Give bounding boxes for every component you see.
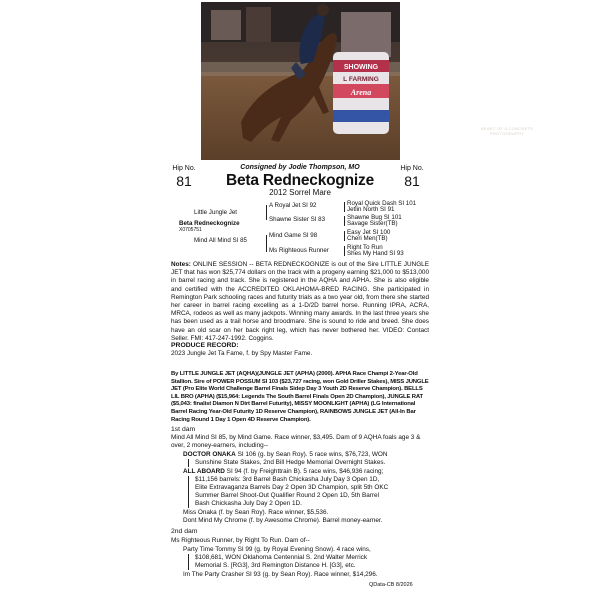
first-dam-heading: 1st dam bbox=[171, 426, 196, 433]
hip-label: Hip No. bbox=[172, 165, 196, 172]
second-dam-line-4: Im The Party Crasher SI 93 (g. by Sean Roy). Race winner, $14,296. bbox=[183, 571, 378, 578]
notes-paragraph bbox=[171, 261, 429, 343]
ped-sds: Shawne Bug SI 101 bbox=[347, 214, 402, 221]
foal-2-text: SI 94 (f. by Freighttrain B). 5 race wins, $46,936 racing; bbox=[224, 468, 384, 475]
ped-bracket bbox=[266, 235, 267, 252]
ped-bracket bbox=[344, 246, 345, 256]
foal-1-line2: Sunshine State Stakes, 2nd Bill Hedge Memorial Overnight Stakes. bbox=[195, 459, 386, 466]
ped-dds: Right To Run bbox=[347, 244, 383, 251]
ped-dam: Mind All Mind SI 85 bbox=[194, 237, 247, 244]
barrel-text-3: Arena bbox=[350, 88, 372, 97]
footer-code: QData-CB 8/2026 bbox=[369, 582, 413, 588]
photo-credit: HEART OF A CONCRETE PHOTOGRAPHY bbox=[480, 126, 534, 136]
ped-bracket bbox=[344, 231, 345, 241]
sire-paragraph: By LITTLE JUNGLE JET (AQHA)(JUNGLE JET (APHA) (2000). APHA Race Champi 2-Year-Old Stallion. Sire of POWER POSSUM SI 103 ($23,727 racing, won Gold Driller Stakes), MISS JUNGLE JET (Pro Elite World Challenge Barrel Finals Sidep Day 3 Youth 2D Reserve Champion). BELLS LIL BRO (APHA) ($15,964: Legends The South Barrel Finals Open 2D Champion), JUNGLE RAT ($5,043: finalist Diamon N Dirt Barrel Futurity), MISSY MOONLIGHT (APHA) (LG International Barrel Racing Year-Old Futurity 1D Reserve Champion), RAINBOWS JUNGLE JET (All-In Bar Racing Round 1 Day 1 Open 4D Reserve Champion). bbox=[171, 371, 429, 423]
second-dam-line-3: Memorial S. [RG3], 3rd Remington Distance H. [G3], etc. bbox=[195, 562, 356, 569]
hip-num: 81 bbox=[404, 173, 420, 189]
photo-illustration bbox=[201, 2, 400, 160]
barrel-text-2: L FARMING bbox=[343, 76, 379, 83]
ped-ddd: Shes My Hand SI 93 bbox=[347, 250, 404, 257]
first-dam-intro: Mind All Mind SI 85, by Mind Game. Race winner, $3,495. Dam of 9 AQHA foals age 3 & over, 2 money-earners, including-- bbox=[171, 434, 421, 450]
indent-bar bbox=[188, 554, 189, 570]
second-dam-heading: 2nd dam bbox=[171, 528, 198, 535]
barrel-icon bbox=[333, 52, 389, 134]
ped-horse: Beta Redneckognize bbox=[179, 220, 240, 227]
foal-1-name: DOCTOR ONAKA bbox=[183, 451, 236, 458]
second-dam-line-1: Party Time Tommy SI 99 (g. by Royal Evening Snow). 4 race wins, bbox=[183, 546, 371, 553]
ped-dss: Easy Jet SI 100 bbox=[347, 229, 391, 236]
ped-bracket bbox=[344, 202, 345, 212]
ped-dsd: Cheri Men(TB) bbox=[347, 235, 388, 242]
ped-sire: Little Jungle Jet bbox=[194, 209, 237, 216]
foal-2-name: ALL ABOARD bbox=[183, 468, 225, 475]
ped-ds: Mind Game SI 98 bbox=[269, 232, 318, 239]
barrel-racing-photo bbox=[201, 2, 534, 160]
notes-label: Notes: bbox=[171, 261, 191, 268]
consignor-line: Consigned by Jodie Thompson, MO bbox=[240, 164, 360, 171]
foal-2-line3: Elite Extravaganza Barrels Day 2 Open 3D Champion, split 5th OKC bbox=[195, 484, 389, 491]
foal-4: Dont Mind My Chrome (f. by Awesome Chrome). Barrel money-earner. bbox=[183, 517, 383, 524]
indent-bar bbox=[188, 476, 189, 508]
foal-1 bbox=[183, 451, 387, 459]
foal-2-line5: Bash Chickasha July Day 2 Open 1D. bbox=[195, 500, 302, 507]
ped-sdd: Savage Sister(TB) bbox=[347, 220, 398, 227]
second-dam-line-2: $108,681, WON Oklahoma Centennial S. 2nd Walter Merrick bbox=[195, 554, 368, 561]
ped-reg: X0705751 bbox=[179, 227, 202, 233]
ped-ss: A Royal Jet SI 92 bbox=[269, 202, 317, 209]
ped-ssd: Jetlin North SI 91 bbox=[347, 206, 395, 213]
barrel-text-1: SHOWING bbox=[343, 64, 379, 71]
indent-bar bbox=[188, 459, 189, 467]
hip-label: Hip No. bbox=[400, 165, 424, 172]
second-dam-intro: Ms Righteous Runner, by Right To Run. Dam of-- bbox=[171, 537, 310, 544]
foal-3: Miss Onaka (f. by Sean Roy). Race winner, $5,536. bbox=[183, 509, 329, 516]
foal-2 bbox=[183, 468, 383, 476]
ped-bracket bbox=[344, 216, 345, 226]
produce-heading: PRODUCE RECORD: bbox=[171, 342, 239, 349]
foal-2-line2: $11,156 barrels: 3rd Barrel Bash Chickasha July Day 3 Open 1D, bbox=[195, 476, 380, 483]
ped-sd: Shawne Sister SI 83 bbox=[269, 216, 326, 223]
horse-name: Beta Redneckognize bbox=[226, 172, 374, 189]
hip-num: 81 bbox=[176, 173, 192, 189]
foal-2-line4: Summer Barrel Shoot-Out Qualifier Round 2 Open 1D, 5th Barrel bbox=[195, 492, 379, 499]
horse-year-sex: 2012 Sorrel Mare bbox=[269, 188, 331, 197]
notes-text: ONLINE SESSION -- BETA REDNECKOGNIZE is out of the Sire LITTLE JUNGLE JET that has won $25,774 dollars on the track with a progeny earning $21,000 to $513,000 in barrel racing and track. She is registered in the AQHA and APHA. She is also eligible and certified with the ACCREDITED OKLAHOMA-BRED RACING. She participated in Remington Park schooling races and futurity trials as a two year old, from there she started her career in barrel racing excelling as a 1-D/2D barrel horse. Running IPRA, ACRA, MRCA, rodeos as well as many jackpots. Winning many awards. In the last three years she has been used as a trail horse and broodmare. She is sound to ride and breed. She does have an old scar on her back right leg, which has never bothered her. VIDEO: Contact Seller. FMI: 417-247-1992. Coggins. bbox=[171, 261, 429, 342]
foal-1-text: SI 106 (g. by Sean Roy). 5 race wins, $76,723, WON bbox=[235, 451, 388, 458]
catalog-page bbox=[169, 160, 431, 600]
produce-line: 2023 Jungle Jet Ta Fame, f. by Spy Master Fame. bbox=[171, 350, 313, 357]
ped-bracket bbox=[266, 205, 267, 220]
ped-sss: Royal Quick Dash SI 101 bbox=[347, 200, 417, 207]
ped-dd: Ms Righteous Runner bbox=[269, 247, 329, 254]
